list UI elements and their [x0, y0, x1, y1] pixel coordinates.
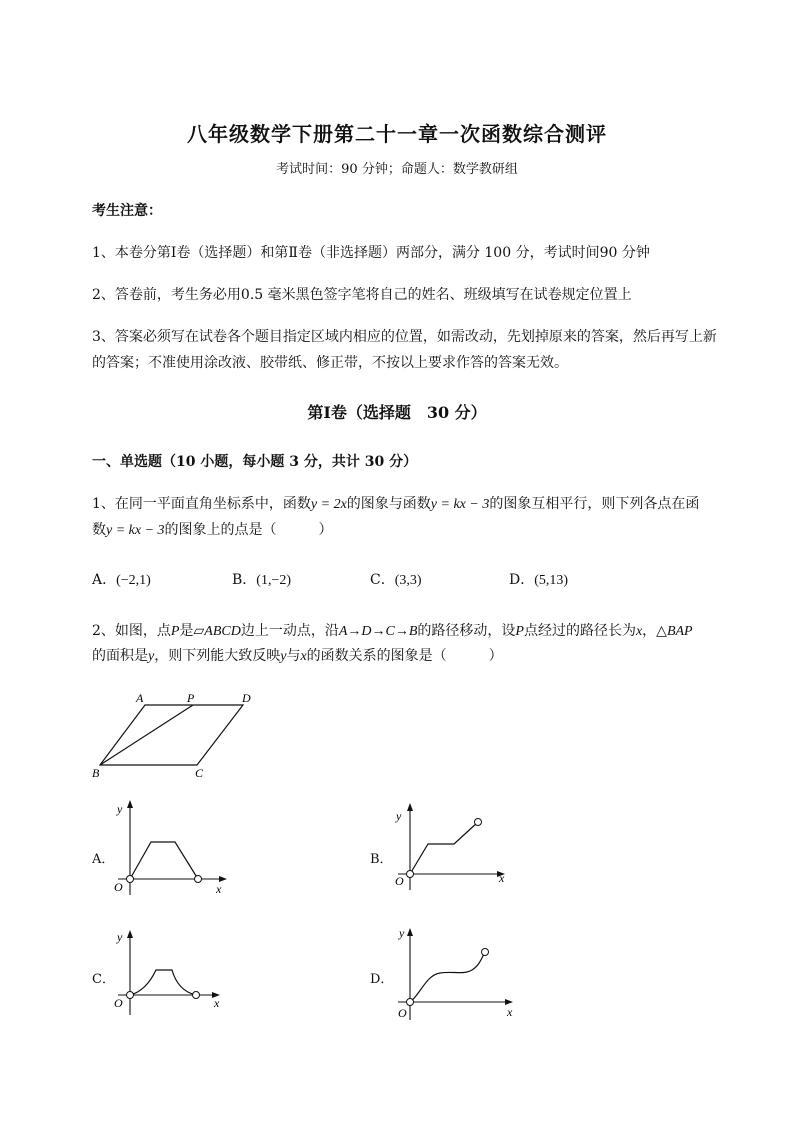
q1-text: 1、在同一平面直角坐标系中，函数 [92, 496, 311, 512]
q1-text: 的图象上的点是（ ） [164, 522, 333, 538]
graph-a[interactable] [110, 795, 235, 905]
graph-curve [410, 952, 485, 1002]
question-2-line-1: 2、如图，点P是▱ABCD边上一动点，沿A→D→C→B的路径移动，设P点经过的路径长为x，△BAP [92, 623, 693, 639]
section-title: 第Ⅰ卷（选择题 30 分） [307, 403, 487, 422]
notice-item-3: 3、答案必须写在试卷各个题目指定区域内相应的位置，如需改动，先划掉原来的答案，然后再写上新 [92, 329, 717, 345]
q2-option-c[interactable]: C． [92, 972, 115, 987]
q1-equation-3: y = kx − 3 [106, 523, 165, 538]
graph-curve [410, 822, 478, 874]
parallelogram-figure [88, 688, 268, 783]
point-c-label: C [195, 766, 204, 780]
graph-d[interactable] [390, 925, 520, 1025]
svg-text:y: y [117, 802, 123, 816]
part-heading: 一、单选题（10 小题，每小题 3 分，共计 30 分） [92, 454, 418, 470]
question-1-line-2 [92, 519, 333, 539]
graph-curve [130, 842, 198, 879]
svg-text:y: y [117, 930, 123, 944]
page-title: 八年级数学下册第二十一章一次函数综合测评 [187, 122, 607, 146]
svg-text:x: x [499, 871, 505, 885]
q1-text: 的图象与函数 [346, 496, 431, 512]
q1-option-c[interactable]: C．(3,3) [370, 572, 422, 588]
q1-text: 的图象互相平行，则下列各点在函 [489, 496, 700, 512]
q1-equation-2: y = kx − 3 [430, 497, 490, 512]
exam-info: 考试时间：90 分钟；命题人：数学教研组 [276, 162, 518, 177]
svg-text:x: x [216, 882, 222, 896]
q2-option-d[interactable]: D． [370, 972, 394, 987]
notice-heading: 考生注意： [92, 203, 162, 219]
q1-text: 数 [92, 522, 106, 538]
notice-item-3-cont: 的答案；不准使用涂改液、胶带纸、修正带，不按以上要求作答的答案无效。 [92, 355, 568, 371]
notice-item-1: 1、本卷分第Ⅰ卷（选择题）和第Ⅱ卷（非选择题）两部分，满分 100 分，考试时间90 分钟 [92, 245, 650, 261]
svg-text:O: O [398, 1006, 407, 1020]
svg-text:O: O [395, 874, 404, 888]
point-d-label: D [242, 691, 251, 705]
graph-curve [130, 970, 196, 995]
graph-b[interactable] [390, 800, 515, 895]
svg-text:y: y [396, 809, 402, 823]
q2-option-a[interactable]: A． [92, 852, 115, 867]
point-b-label: B [92, 766, 100, 780]
graph-c[interactable] [110, 925, 235, 1020]
point-a-label: A [136, 691, 144, 705]
svg-text:O: O [114, 880, 123, 894]
svg-text:y: y [399, 926, 405, 940]
q2-option-b[interactable]: B． [370, 852, 393, 867]
svg-text:x: x [214, 996, 220, 1010]
svg-text:x: x [507, 1005, 513, 1019]
svg-text:O: O [114, 996, 123, 1010]
q1-equation-1: y = 2x [310, 497, 347, 512]
question-2-line-2: 的面积是y，则下列能大致反映y与x的函数关系的图象是（ ） [92, 648, 503, 664]
q1-option-d[interactable]: D．(5,13) [509, 572, 569, 588]
point-p-label: P [187, 691, 195, 705]
notice-item-2: 2、答卷前，考生务必用0.5 毫米黑色签字笔将自己的姓名、班级填写在试卷规定位置上 [92, 287, 632, 303]
question-1-line-1 [92, 493, 699, 513]
q1-option-b[interactable]: B．(1,−2) [232, 572, 292, 588]
q1-option-a[interactable]: A．(−2,1) [92, 572, 151, 588]
